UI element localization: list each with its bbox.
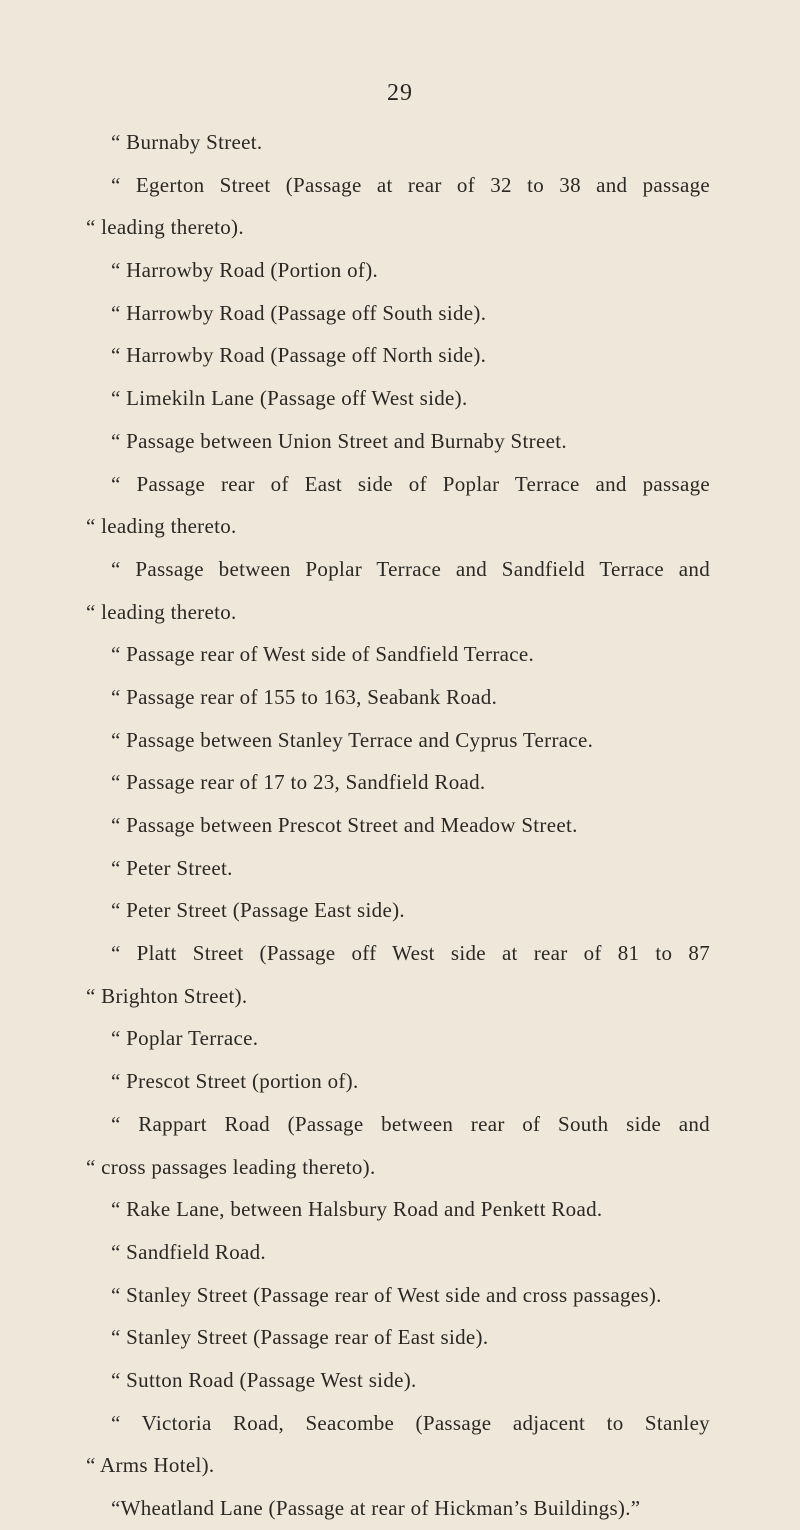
line-text: “ cross passages leading thereto).: [86, 1154, 376, 1179]
list-line: [86, 847, 710, 890]
list-line: [86, 164, 710, 207]
line-text: “ Rake Lane, between Halsbury Road and Penkett Road.: [111, 1197, 603, 1222]
line-text: “ Sandfield Road.: [111, 1239, 266, 1264]
list-line: [86, 932, 710, 975]
line-text: “ Passage rear of 155 to 163, Seabank Road.: [111, 684, 498, 709]
list-line: [86, 1060, 710, 1103]
list-line: [86, 548, 710, 591]
list-line: [86, 249, 710, 292]
list-line: [86, 206, 710, 249]
list-line: [86, 1316, 710, 1359]
line-text: “ Passage rear of West side of Sandfield Terrace.: [111, 642, 535, 667]
list-line: [86, 1103, 710, 1146]
line-text: “ Peter Street.: [111, 855, 233, 880]
line-text: “ Victoria Road, Seacombe (Passage adjacent to Stanley: [111, 1410, 710, 1435]
list-line: [86, 292, 710, 335]
line-text: “ Sutton Road (Passage West side).: [111, 1367, 417, 1392]
line-text: “ Platt Street (Passage off West side at rear of 81 to 87: [111, 941, 710, 966]
line-text: “ Passage between Poplar Terrace and Sandfield Terrace and: [111, 556, 710, 581]
line-text: “ Stanley Street (Passage rear of East side).: [111, 1325, 489, 1350]
list-line: [86, 463, 710, 506]
line-text: “ Harrowby Road (Passage off North side).: [111, 343, 487, 368]
line-text: “ Peter Street (Passage East side).: [111, 898, 405, 923]
line-text: “ Stanley Street (Passage rear of West side and cross passages).: [111, 1282, 662, 1307]
line-text: “ Limekiln Lane (Passage off West side).: [111, 386, 468, 411]
list-line: [86, 804, 710, 847]
line-text: “ Rappart Road (Passage between rear of South side and: [111, 1111, 710, 1136]
line-text: “ Passage between Prescot Street and Meadow Street.: [111, 813, 578, 837]
list-line: [86, 121, 710, 164]
list-line: [86, 1487, 710, 1530]
street-list: [86, 121, 710, 1530]
list-line: [86, 975, 710, 1018]
line-text: “ Poplar Terrace.: [111, 1026, 259, 1051]
line-text: “ Prescot Street (portion of).: [111, 1069, 359, 1094]
list-line: [86, 719, 710, 762]
list-line: [86, 334, 710, 377]
list-line: [86, 377, 710, 420]
list-line: [86, 1274, 710, 1317]
page-number: 29: [387, 80, 413, 106]
line-text: “ Passage between Stanley Terrace and Cyprus Terrace.: [111, 727, 594, 752]
list-line: [86, 591, 710, 634]
line-text: “Wheatland Lane (Passage at rear of Hickman’s Buildings).”: [111, 1496, 641, 1520]
line-text: “ Harrowby Road (Portion of).: [111, 258, 379, 283]
line-text: “ Brighton Street).: [86, 983, 248, 1008]
line-text: “ leading thereto.: [86, 599, 237, 624]
list-line: [86, 889, 710, 932]
list-line: [86, 1444, 710, 1487]
list-line: [86, 676, 710, 719]
list-line: [86, 1017, 710, 1060]
list-line: [86, 1146, 710, 1189]
list-line: [86, 1231, 710, 1274]
list-line: [86, 633, 710, 676]
line-text: “ Harrowby Road (Passage off South side).: [111, 300, 487, 325]
line-text: “ leading thereto.: [86, 514, 237, 539]
line-text: “ leading thereto).: [86, 215, 244, 240]
list-line: [86, 1359, 710, 1402]
list-line: [86, 1188, 710, 1231]
list-line: [86, 1402, 710, 1445]
line-text: “ Passage rear of East side of Poplar Terrace and passage: [111, 471, 710, 496]
list-line: [86, 505, 710, 548]
line-text: “ Burnaby Street.: [111, 130, 263, 154]
list-line: [86, 761, 710, 804]
line-text: “ Egerton Street (Passage at rear of 32 to 38 and passage: [111, 172, 710, 197]
list-line: [86, 420, 710, 463]
line-text: “ Passage rear of 17 to 23, Sandfield Road.: [111, 770, 486, 795]
line-text: “ Passage between Union Street and Burnaby Street.: [111, 428, 567, 453]
line-text: “ Arms Hotel).: [86, 1453, 215, 1478]
